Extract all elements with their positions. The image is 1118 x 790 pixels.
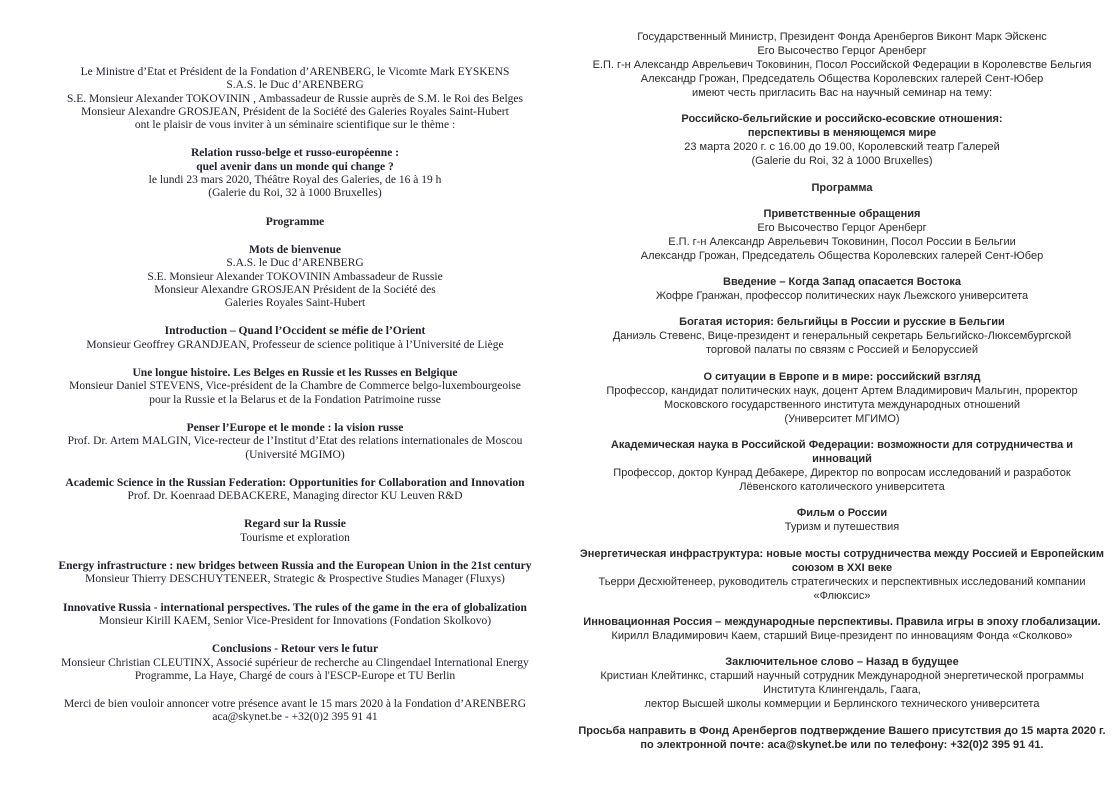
program-text-line: Tourisme et exploration <box>240 531 350 544</box>
program-text-line: Кирилл Владимирович Каем, старший Вице-президент по инновациям Фонда «Сколково» <box>611 629 1073 642</box>
program-heading-line: Introduction – Quand l’Occident se méfie de l’Orient <box>164 325 426 338</box>
program-text-line: S.A.S. le Duc d’ARENBERG <box>226 257 364 270</box>
program-heading-line: О ситуации в Европе и в мире: российский взгляд <box>703 370 981 383</box>
program-text-line: Даниэль Стевенс, Вице-президент и генеральный секретарь Бельгийско-Люксембургской <box>612 330 1072 343</box>
program-text-line: pour la Russie et la Belarus et de la Fondation Patrimoine russe <box>149 393 441 406</box>
program-heading-line: Une longue histoire. Les Belges en Russie et les Russes en Belgique <box>132 367 458 380</box>
russian-program-page <box>568 30 1116 764</box>
program-block <box>568 547 1116 603</box>
program-text-line: «Флюксис» <box>813 589 871 602</box>
program-text-line: Programme, La Haye, Chargé de cours à l'ESCP-Europe et TU Berlin <box>134 669 456 682</box>
program-block <box>38 66 552 132</box>
program-heading-line: quel avenir dans un monde qui change ? <box>196 160 394 173</box>
program-block <box>568 181 1116 195</box>
program-block <box>568 615 1116 643</box>
program-text-line: Monsieur Alexandre GROSJEAN, Président de la Société des Galeries Royales Saint-Hubert <box>81 105 509 118</box>
program-block <box>568 315 1116 357</box>
program-text-line: Monsieur Alexandre GROSJEAN Président de la Société des <box>154 283 436 296</box>
program-text-line: Государственный Министр, Президент Фонда Аренбергов Виконт Марк Эйскенс <box>637 31 1047 43</box>
program-text-line: Monsieur Daniel STEVENS, Vice-président de la Chambre de Commerce belgo-luxembourgeoise <box>69 380 521 393</box>
program-heading-line: Penser l’Europe et le monde : la vision russe <box>186 421 404 434</box>
program-text-line: Prof. Dr. Artem MALGIN, Vice-recteur de l’Institut d’Etat des relations internationales de Moscou <box>67 435 523 448</box>
program-text-line: (Galerie du Roi, 32 à 1000 Bruxelles) <box>208 187 382 200</box>
program-heading-line: Academic Science in the Russian Federation: Opportunities for Collaboration and Innovation <box>65 476 525 489</box>
program-text-line: Профессор, кандидат политических наук, доцент Артем Владимирович Мальгин, проректор <box>606 384 1078 397</box>
program-text-line: Туризм и путешествия <box>784 521 900 534</box>
program-heading-line: Energy infrastructure : new bridges between Russia and the European Union in the 21st century <box>58 560 532 573</box>
program-text-line: S.A.S. le Duc d’ARENBERG <box>226 79 364 92</box>
program-text-line: Его Высочество Герцог Аренберг <box>757 221 927 234</box>
program-text-line: Е.П. г-н Александр Аврельевич Токовинин, Посол России в Бельгии <box>668 235 1016 248</box>
program-text-line: Кристиан Клейтинкс, старший научный сотрудник Международной энергетической программы <box>600 670 1084 683</box>
program-heading-line: инноваций <box>812 453 872 466</box>
program-text-line: Monsieur Christian CLEUTINX, Associé supérieur de recherche au Clingendael International Energy <box>61 656 529 669</box>
program-text-line: Merci de bien vouloir annoncer votre présence avant le 15 mars 2020 à la Fondation d’ARENBERG <box>63 698 527 711</box>
program-text-line: Е.П. г-н Александр Аврельевич Токовинин, Посол Российской Федерации в Королевстве Бельгия <box>592 59 1092 71</box>
program-block <box>38 367 552 407</box>
program-block <box>38 518 552 545</box>
program-heading-line: по электронной почте: aca@skynet.be или по телефону: +32(0)2 395 91 41. <box>640 738 1044 751</box>
program-heading-line: Просьба направить в Фонд Аренбергов подтверждение Вашего присутствия до 15 марта 2020 г. <box>578 724 1106 737</box>
program-block <box>38 602 552 629</box>
program-heading-line: Программа <box>811 181 873 194</box>
program-text-line: Prof. Dr. Koenraad DEBACKERE, Managing director KU Leuven R&D <box>127 490 463 503</box>
program-block <box>568 724 1116 752</box>
program-block <box>568 207 1116 263</box>
program-block <box>38 560 552 587</box>
program-text-line: Le Ministre d’Etat et Président de la Fondation d’ARENBERG, le Vicomte Mark EYSKENS <box>80 66 510 78</box>
program-text-line: Monsieur Kirill KAEM, Senior Vice-President for Innovations (Fondation Skolkovo) <box>98 614 492 627</box>
program-block <box>568 438 1116 494</box>
program-text-line: Тьерри Десхюйтенеер, руководитель стратегических и перспективных исследований компании <box>598 575 1086 588</box>
program-heading-line: Богатая история: бельгийцы в России и русские в Бельгии <box>679 316 1005 329</box>
program-block <box>568 30 1116 100</box>
program-heading-line: Conclusions - Retour vers le futur <box>211 643 379 656</box>
program-heading-line: Mots de bienvenue <box>249 243 341 256</box>
program-block <box>38 216 552 229</box>
program-text-line: Его Высочество Герцог Аренберг <box>757 45 927 57</box>
program-text-line: Monsieur Geoffrey GRANDJEAN, Professeur de science politique à l’Université de Liège <box>86 338 504 351</box>
program-text-line: лектор Высшей школы коммерции и Берлинского технического университета <box>644 698 1040 711</box>
program-text-line: Александр Грожан, Председатель Общества Королевских галерей Сент-Юбер <box>640 73 1044 85</box>
program-text-line: S.E. Monsieur Alexander TOKOVININ , Ambassadeur de Russie auprès de S.M. le Roi des Belges <box>67 92 523 105</box>
program-text-line: (Университет МГИМО) <box>784 412 900 425</box>
program-text-line: Лёвенского католического университета <box>739 481 945 494</box>
program-text-line: (Université MGIMO) <box>245 448 345 461</box>
program-heading-line: Приветственные обращения <box>763 207 921 220</box>
program-heading-line: Заключительное слово – Назад в будущее <box>725 656 959 669</box>
french-program-page <box>38 66 552 740</box>
program-heading-line: Энергетическая инфраструктура: новые мосты сотрудничества между Россией и Европейским <box>579 547 1105 560</box>
program-text-line: Института Клингендаль, Гаага, <box>763 684 921 697</box>
program-text-line: Александр Грожан, Председатель Общества Королевских галерей Сент-Юбер <box>640 249 1044 262</box>
program-text-line: aca@skynet.be - +32(0)2 395 91 41 <box>212 711 378 724</box>
program-heading-line: Академическая наука в Российской Федерации: возможности для сотрудничества и <box>610 439 1074 452</box>
program-block <box>38 244 552 310</box>
program-heading-line: Innovative Russia - international perspectives. The rules of the game in the era of globalization <box>63 601 527 614</box>
program-block <box>38 643 552 683</box>
program-heading-line: союзом в XXI веке <box>791 561 893 574</box>
program-block <box>38 477 552 504</box>
program-text-line: Жофре Гранжан, профессор политических наук Льежского университета <box>655 290 1029 303</box>
program-block <box>568 112 1116 168</box>
program-text-line: Galeries Royales Saint-Hubert <box>224 297 366 310</box>
program-block <box>38 147 552 200</box>
program-block <box>568 370 1116 426</box>
program-heading-line: Programme <box>265 215 325 228</box>
program-heading-line: Фильм о России <box>796 507 888 520</box>
program-block <box>38 325 552 352</box>
program-block <box>38 422 552 462</box>
program-block <box>38 698 552 725</box>
program-heading-line: Regard sur la Russie <box>244 518 346 531</box>
program-text-line: Monsieur Thierry DESCHUYTENEER, Strategic & Prospective Studies Manager (Fluxys) <box>85 573 505 586</box>
program-heading-line: перспективы в меняющемся мире <box>747 127 937 140</box>
program-text-line: 23 марта 2020 г. с 16.00 до 19.00, Королевский театр Галерей <box>684 141 1000 154</box>
program-block <box>568 275 1116 303</box>
program-text-line: le lundi 23 mars 2020, Théâtre Royal des Galeries, de 16 à 19 h <box>148 174 442 187</box>
program-heading-line: Инновационная Россия – международные перспективы. Правила игры в эпоху глобализации. <box>583 615 1101 628</box>
program-text-line: Профессор, доктор Кунрад Дебакере, Директор по вопросам исследований и разработок <box>613 467 1071 480</box>
program-heading-line: Relation russo-belge et russo-européenne : <box>190 147 400 160</box>
program-text-line: ont le plaisir de vous inviter à un séminaire scientifique sur le thème : <box>134 119 456 132</box>
program-text-line: (Galerie du Roi, 32 à 1000 Bruxelles) <box>751 155 933 168</box>
program-heading-line: Российско-бельгийские и российско-есовские отношения: <box>681 113 1003 126</box>
program-text-line: торговой палаты по связям с Россией и Белоруссией <box>706 344 978 357</box>
program-heading-line: Введение – Когда Запад опасается Востока <box>723 276 961 289</box>
program-text-line: имеют честь пригласить Вас на научный семинар на тему: <box>691 87 993 99</box>
program-text-line: S.E. Monsieur Alexander TOKOVININ Ambassadeur de Russie <box>147 270 443 283</box>
program-block <box>568 506 1116 534</box>
program-block <box>568 655 1116 711</box>
program-text-line: Московского государственного института международных отношений <box>664 398 1020 411</box>
